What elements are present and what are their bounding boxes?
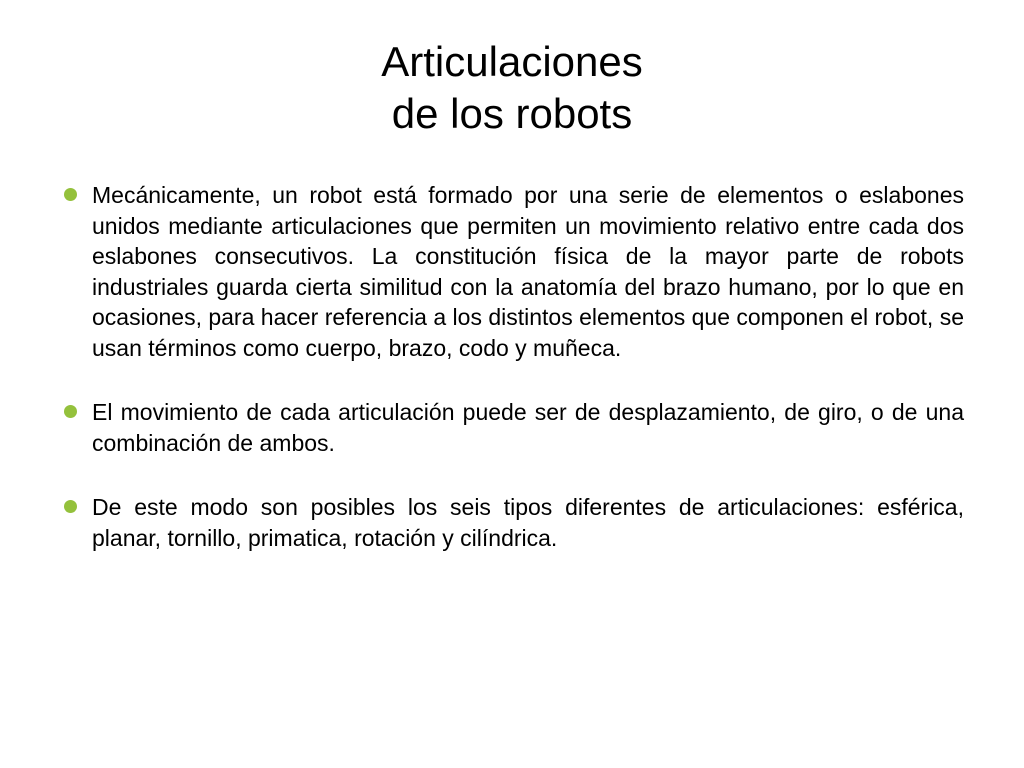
bullet-text: De este modo son posibles los seis tipos diferentes de articulaciones: esférica, planar, tornillo, primatica, rotación y cilíndrica.	[92, 494, 964, 551]
bullet-list	[60, 180, 964, 587]
bullet-dot-icon	[64, 405, 77, 418]
bullet-item	[60, 180, 964, 363]
bullet-item	[60, 492, 964, 553]
bullet-dot-icon	[64, 188, 77, 201]
bullet-item	[60, 397, 964, 458]
slide-title	[0, 36, 1024, 140]
bullet-text: Mecánicamente, un robot está formado por una serie de elementos o eslabones unidos mediante articulaciones que permiten un movimiento relativo entre cada dos eslabones consecutivos. La constitución física de la mayor parte de robots industriales guarda cierta similitud con la anatomía del brazo humano, por lo que en ocasiones, para hacer referencia a los distintos elementos que componen el robot, se usan términos como cuerpo, brazo, codo y muñeca.	[92, 182, 964, 361]
title-line-1: Articulaciones	[381, 38, 643, 85]
bullet-dot-icon	[64, 500, 77, 513]
title-line-2: de los robots	[391, 90, 633, 137]
bullet-text: El movimiento de cada articulación puede ser de desplazamiento, de giro, o de una combinación de ambos.	[92, 399, 964, 456]
